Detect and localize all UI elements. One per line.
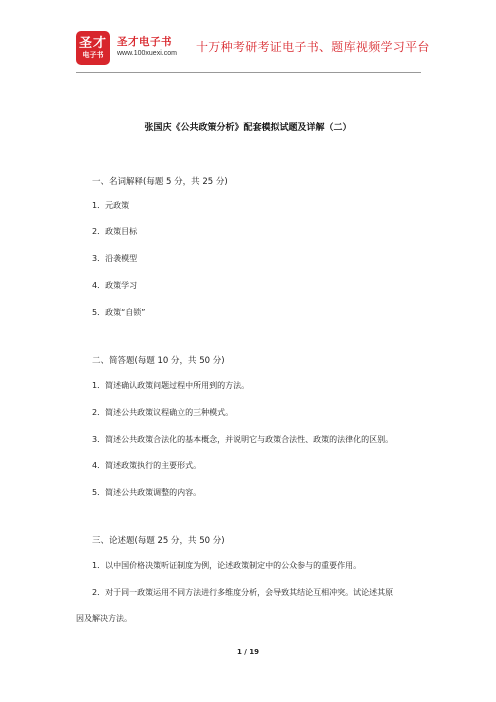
page-header [0,0,496,74]
question-item: 1．简述确认政策问题过程中所用到的方法。 [92,381,250,390]
brand-name: 圣才电子书 [117,36,172,48]
brand-url: www.100xuexi.com [117,50,177,57]
question-item: 5．政策“自锁” [92,308,146,317]
question-item: 1．以中国价格决策听证制度为例，论述政策制定中的公众参与的重要作用。 [92,561,362,570]
header-divider [76,72,421,73]
header-slogan: 十万种考研考证电子书、题库视频学习平台 [196,40,430,54]
question-item: 5．简述公共政策调整的内容。 [92,488,202,497]
document-title: 张国庆《公共政策分析》配套模拟试题及详解（二） [144,123,352,133]
question-item: 2．简述公共政策议程确立的三种模式。 [92,408,234,417]
question-item: 2．政策目标 [92,227,138,236]
question-item-continuation: 因及解决方法。 [76,614,132,623]
brand-logo [76,31,110,65]
question-item: 3．简述公共政策合法化的基本概念，并说明它与政策合法性、政策的法律化的区别。 [92,435,394,444]
page-number: 1 / 19 [236,648,260,656]
question-item: 3．沿袭模型 [92,254,138,263]
question-item: 2．对于同一政策运用不同方法进行多维度分析，会导致其结论互相冲突。试论述其原 [92,588,394,597]
question-item: 4．简述政策执行的主要形式。 [92,461,202,470]
logo-text-top: 圣才 [78,36,107,51]
section-heading: 三、论述题(每题 25 分，共 50 分) [92,536,225,546]
question-item: 4．政策学习 [92,281,138,290]
section-heading: 一、名词解释(每题 5 分，共 25 分) [92,177,228,187]
question-item: 1．元政策 [92,201,130,210]
logo-text-bottom: 电子书 [82,51,104,59]
section-heading: 二、简答题(每题 10 分，共 50 分) [92,356,225,366]
